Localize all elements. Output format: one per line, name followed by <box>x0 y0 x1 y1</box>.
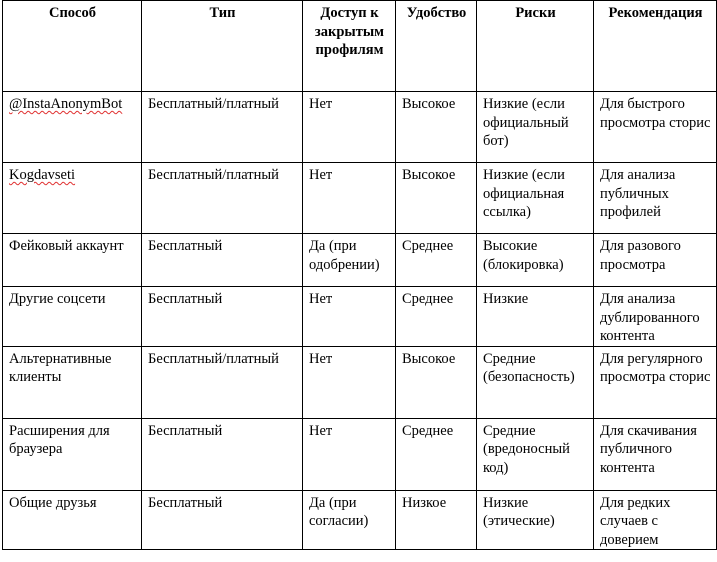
table-row <box>3 418 717 490</box>
header-risks: Риски <box>477 1 594 92</box>
cell-risks: Низкие (если официальная ссылка) <box>477 163 594 234</box>
cell-private-access: Да (при согласии) <box>303 490 396 550</box>
table-row <box>3 346 717 418</box>
cell-method: Фейковый аккаунт <box>3 234 142 287</box>
header-row <box>3 1 717 92</box>
cell-private-access: Нет <box>303 163 396 234</box>
header-recommendation: Рекомендация <box>594 1 717 92</box>
cell-convenience: Среднее <box>396 418 477 490</box>
table-row <box>3 234 717 287</box>
cell-method: Общие друзья <box>3 490 142 550</box>
cell-method: Другие соцсети <box>3 287 142 347</box>
header-method: Способ <box>3 1 142 92</box>
cell-convenience: Высокое <box>396 163 477 234</box>
cell-type: Бесплатный/платный <box>142 92 303 163</box>
header-convenience: Удобство <box>396 1 477 92</box>
cell-recommendation: Для редких случаев с доверием <box>594 490 717 550</box>
cell-type: Бесплатный <box>142 234 303 287</box>
cell-private-access: Да (при одобрении) <box>303 234 396 287</box>
cell-method <box>3 92 142 163</box>
cell-recommendation: Для скачивания публичного контента <box>594 418 717 490</box>
cell-method-text: Kogdavseti <box>9 167 76 183</box>
table-row <box>3 163 717 234</box>
cell-convenience: Высокое <box>396 346 477 418</box>
cell-private-access: Нет <box>303 346 396 418</box>
cell-risks: Высокие (блокировка) <box>477 234 594 287</box>
cell-risks: Средние (безопасность) <box>477 346 594 418</box>
cell-type: Бесплатный <box>142 418 303 490</box>
comparison-table <box>2 0 717 550</box>
cell-method: Расширения для браузера <box>3 418 142 490</box>
cell-type: Бесплатный <box>142 287 303 347</box>
cell-method: Альтернативные клиенты <box>3 346 142 418</box>
cell-convenience: Среднее <box>396 287 477 347</box>
table-row <box>3 92 717 163</box>
cell-risks: Низкие (если официальный бот) <box>477 92 594 163</box>
cell-private-access: Нет <box>303 287 396 347</box>
cell-risks: Низкие <box>477 287 594 347</box>
cell-type: Бесплатный/платный <box>142 346 303 418</box>
cell-recommendation: Для разового просмотра <box>594 234 717 287</box>
cell-method-text: @InstaAnonymBot <box>9 96 123 112</box>
cell-recommendation: Для регулярного просмотра сторис <box>594 346 717 418</box>
cell-convenience: Высокое <box>396 92 477 163</box>
cell-method <box>3 163 142 234</box>
cell-risks: Низкие (этические) <box>477 490 594 550</box>
header-type: Тип <box>142 1 303 92</box>
cell-risks: Средние (вредоносный код) <box>477 418 594 490</box>
cell-type: Бесплатный/платный <box>142 163 303 234</box>
cell-recommendation: Для анализа дублированного контента <box>594 287 717 347</box>
header-private-access: Доступ к закрытым профилям <box>303 1 396 92</box>
cell-type: Бесплатный <box>142 490 303 550</box>
table-row <box>3 490 717 550</box>
cell-convenience: Среднее <box>396 234 477 287</box>
cell-private-access: Нет <box>303 418 396 490</box>
table-row <box>3 287 717 347</box>
cell-recommendation: Для быстрого просмотра сторис <box>594 92 717 163</box>
cell-recommendation: Для анализа публичных профилей <box>594 163 717 234</box>
cell-private-access: Нет <box>303 92 396 163</box>
cell-convenience: Низкое <box>396 490 477 550</box>
